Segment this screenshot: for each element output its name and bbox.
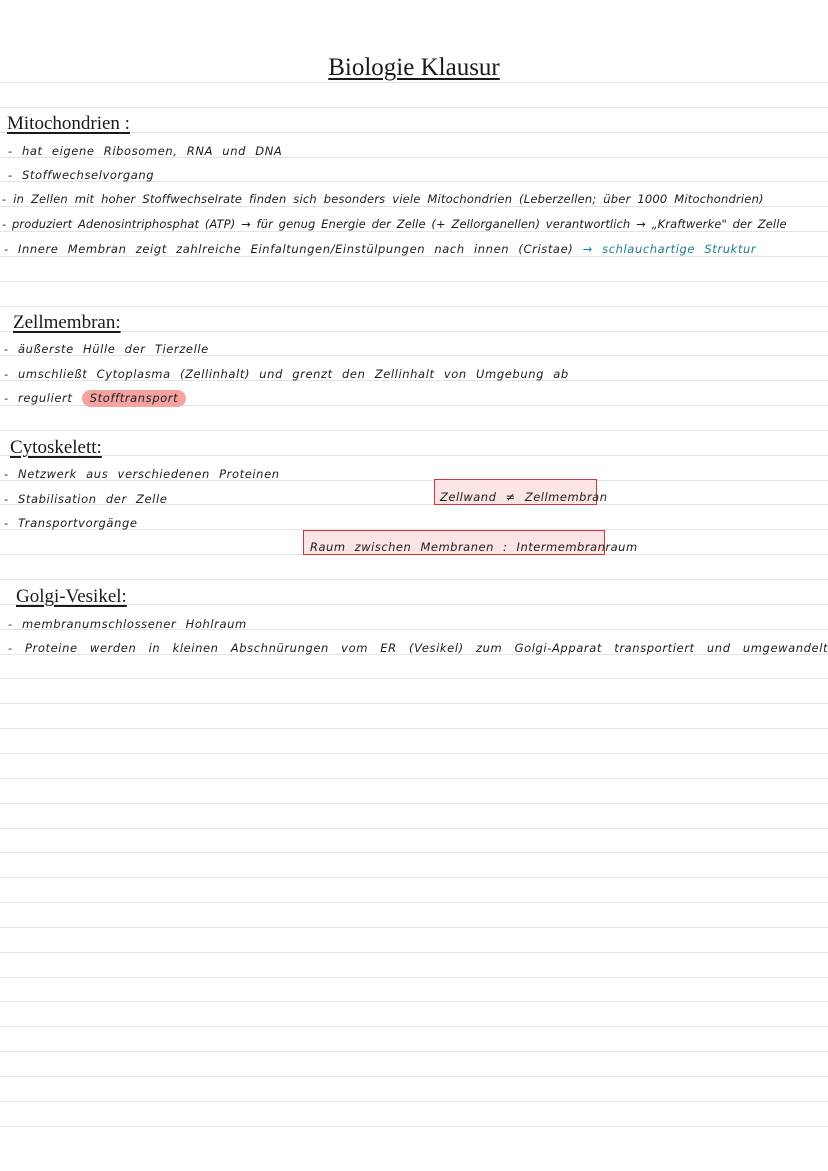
note-line: - in Zellen mit hoher Stoffwechselrate finden sich besonders viele Mitochondrien (Leberzellen; über 1000 Mitochondrien): [2, 192, 764, 206]
note-text: - Innere Membran zeigt zahlreiche Einfaltungen/Einstülpungen nach innen (Cristae): [4, 242, 574, 256]
note-line: - Netzwerk aus verschiedenen Proteinen: [4, 467, 280, 481]
ruled-line: [0, 1051, 828, 1052]
heading-zellmembran: Zellmembran:: [13, 312, 121, 333]
note-line: - Stoffwechselvorgang: [8, 168, 155, 182]
ruled-line: [0, 281, 828, 282]
ruled-line: [0, 82, 828, 83]
note-line-with-note: [4, 242, 756, 256]
ruled-line: [0, 579, 828, 580]
ruled-line: [0, 1001, 828, 1002]
note-line: - hat eigene Ribosomen, RNA und DNA: [8, 144, 283, 158]
ruled-line: [0, 206, 828, 207]
heading-golgi-vesikel: Golgi-Vesikel:: [16, 586, 127, 607]
note-line: - äußerste Hülle der Tierzelle: [4, 342, 209, 356]
note-line: - umschließt Cytoplasma (Zellinhalt) und grenzt den Zellinhalt von Umgebung ab: [4, 367, 569, 381]
note-line: - Proteine werden in kleinen Abschnürungen vom ER (Vesikel) zum Golgi-Apparat transportiert und umgewandelt: [8, 641, 828, 655]
ruled-line: [0, 678, 828, 679]
callout-text: Raum zwischen Membranen : Intermembranraum: [310, 540, 638, 554]
note-line: - produziert Adenosintriphosphat (ATP) → für genug Energie der Zelle (+ Zellorganellen) verantwortlich → „Kraftwerke" der Zelle: [2, 217, 787, 231]
ruled-line: [0, 952, 828, 953]
page-title-text: Biologie Klausur: [328, 54, 500, 81]
page-title: [0, 54, 828, 82]
note-line: - Stabilisation der Zelle: [4, 492, 168, 506]
ruled-line: [0, 256, 828, 257]
ruled-line: [0, 828, 828, 829]
ruled-line: [0, 852, 828, 853]
ruled-line: [0, 877, 828, 878]
callout-text: Zellwand ≠ Zellmembran: [440, 490, 608, 504]
ruled-line: [0, 703, 828, 704]
ruled-line: [0, 1076, 828, 1077]
ruled-line: [0, 107, 828, 108]
ruled-line: [0, 231, 828, 232]
ruled-line: [0, 977, 828, 978]
ruled-line: [0, 902, 828, 903]
ruled-line: [0, 803, 828, 804]
callout-box-zellwand: [434, 479, 608, 505]
ruled-line: [0, 753, 828, 754]
ruled-line: [0, 430, 828, 431]
heading-mitochondrien: Mitochondrien :: [7, 113, 130, 134]
ruled-line: [0, 927, 828, 928]
ruled-line: [0, 1026, 828, 1027]
note-line: - membranumschlossener Hohlraum: [8, 617, 247, 631]
ruled-line: [0, 1126, 828, 1127]
heading-cytoskelett: Cytoskelett:: [10, 437, 102, 458]
ruled-line: [0, 778, 828, 779]
note-line: - Transportvorgänge: [4, 516, 138, 530]
ruled-line: [0, 728, 828, 729]
highlighted-term: Stofftransport: [82, 390, 186, 407]
ruled-line: [0, 1101, 828, 1102]
note-line-highlighted: [4, 391, 186, 405]
note-text: - reguliert: [4, 391, 73, 405]
ruled-line: [0, 306, 828, 307]
ruled-line: [0, 455, 828, 456]
callout-box-intermembranraum: [303, 530, 638, 555]
ruled-line: [0, 331, 828, 332]
teal-annotation: → schlauchartige Struktur: [582, 242, 757, 256]
